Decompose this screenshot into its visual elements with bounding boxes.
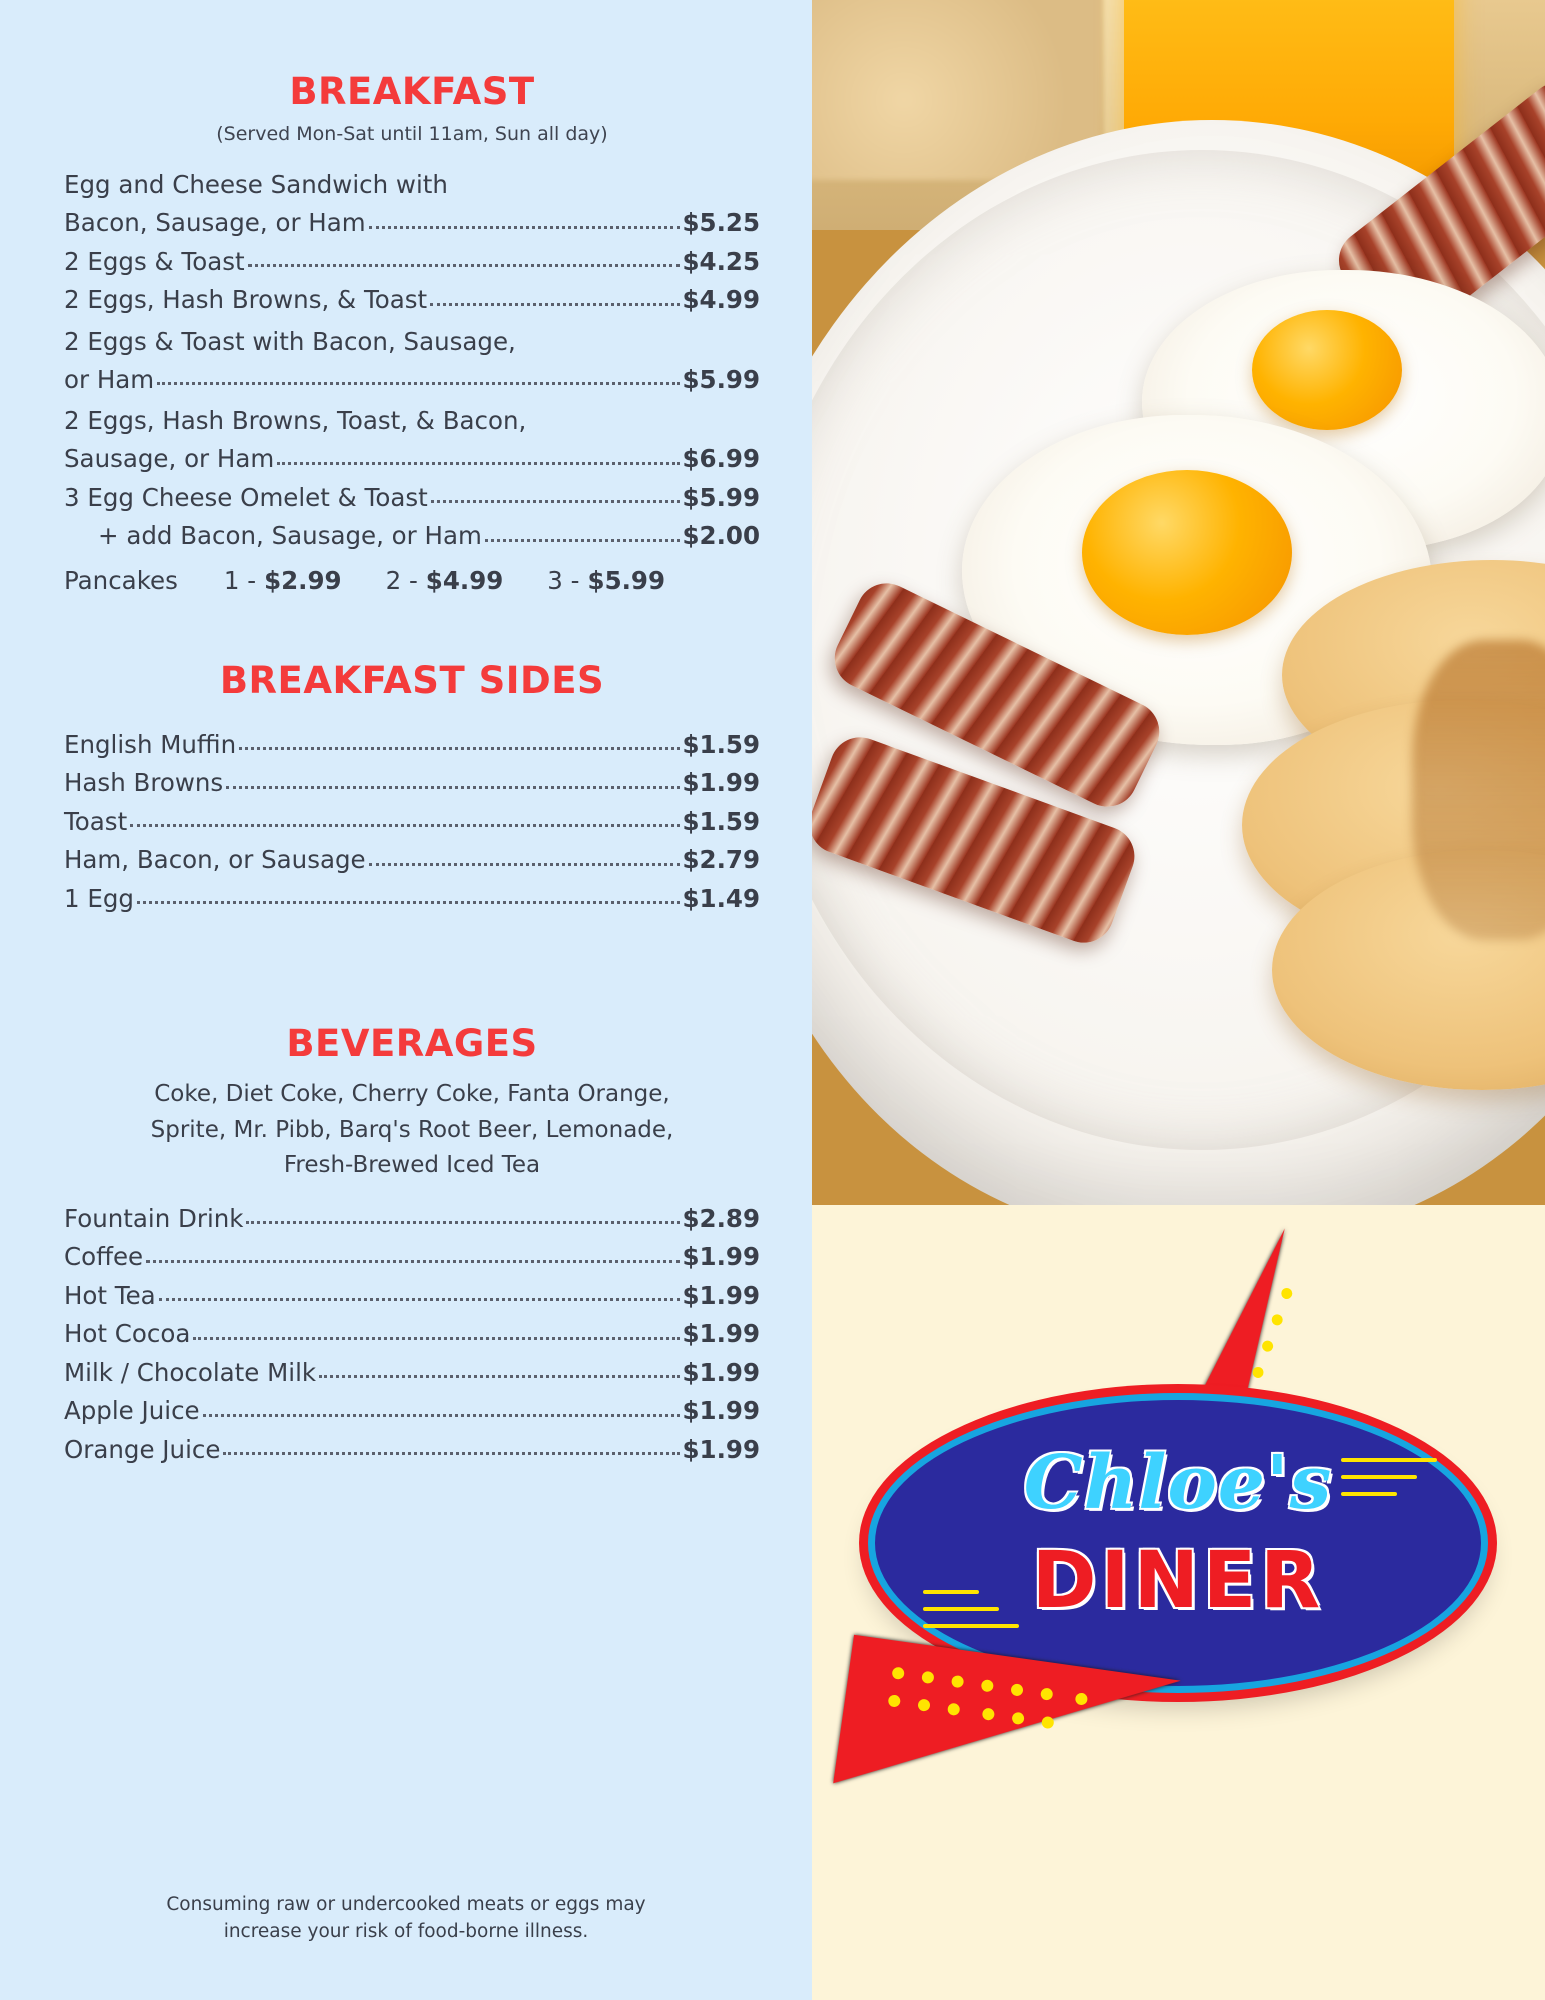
leader-dots [431, 500, 680, 503]
menu-item [64, 163, 760, 243]
leader-dots [203, 1414, 680, 1417]
menu-item [64, 880, 760, 919]
menu-item-name: 2 Eggs, Hash Browns, & Toast [64, 285, 428, 314]
breakfast-item-list [64, 163, 760, 595]
health-disclaimer [0, 1891, 812, 1947]
menu-item-name-line1: 2 Eggs & Toast with Bacon, Sausage, [64, 326, 516, 356]
menu-item [64, 1392, 760, 1431]
leader-dots [193, 1337, 679, 1340]
menu-item-name: Toast [64, 806, 128, 836]
leader-dots [369, 863, 680, 866]
leader-dots [226, 786, 679, 789]
menu-item-name: + add Bacon, Sausage, or Ham [98, 521, 482, 550]
menu-item-name: Ham, Bacon, or Sausage [64, 845, 366, 874]
leader-dots [223, 1452, 679, 1455]
menu-item-name: Milk / Chocolate Milk [64, 1357, 317, 1387]
menu-item [64, 1277, 760, 1316]
menu-item-price: $1.99 [682, 1357, 760, 1387]
diner-logo [868, 1393, 1488, 1693]
egg-yolk [1082, 470, 1292, 635]
menu-item-price: $2.00 [682, 521, 760, 550]
leader-dots [485, 539, 680, 542]
menu-item-name: Fountain Drink [64, 1203, 244, 1233]
health-disclaimer-line1: Consuming raw or undercooked meats or eggs may [166, 1893, 646, 1915]
menu-item-name: Coffee [64, 1242, 144, 1272]
beverages-section-title: BEVERAGES [286, 1022, 538, 1065]
leader-dots [246, 1221, 679, 1224]
pancakes-price-1: $2.99 [264, 565, 342, 595]
menu-item [64, 243, 760, 282]
menu-item-price: $1.99 [682, 1434, 760, 1464]
pancakes-qty-2: 2 - [385, 565, 418, 595]
leader-dots [430, 303, 679, 306]
menu-item-name: 3 Egg Cheese Omelet & Toast [64, 482, 428, 512]
beverages-description-line3: Fresh-Brewed Iced Tea [283, 1152, 541, 1179]
menu-item-price: $1.99 [682, 1280, 760, 1310]
menu-item-price: $4.99 [682, 285, 760, 314]
logo-word-diner: DINER [1031, 1536, 1325, 1626]
pancakes-qty-3: 3 - [547, 565, 580, 595]
menu-item-price: $6.99 [682, 444, 760, 473]
menu-item-price: $1.99 [682, 1242, 760, 1272]
menu-item-addon [64, 517, 760, 556]
menu-item-name-line2: Bacon, Sausage, or Ham [64, 208, 366, 237]
menu-item [64, 1238, 760, 1277]
menu-item [64, 803, 760, 842]
menu-item-name: Apple Juice [64, 1396, 200, 1426]
menu-item [64, 479, 760, 518]
lightning-bolt-bottom-icon [842, 1657, 1172, 1877]
menu-item-price: $1.59 [682, 806, 760, 836]
pancakes-qty-1: 1 - [223, 565, 257, 595]
menu-item [64, 1431, 760, 1470]
menu-item-price: $2.89 [682, 1203, 760, 1233]
leader-dots [137, 901, 680, 904]
menu-item-name: 1 Egg [64, 883, 134, 913]
menu-item-price: $1.59 [682, 729, 760, 759]
menu-item-pancakes [64, 556, 760, 595]
leader-dots [146, 1260, 679, 1263]
menu-item-name: English Muffin [64, 729, 237, 759]
breakfast-sides-section-title: BREAKFAST SIDES [219, 658, 605, 702]
menu-item-price: $1.99 [682, 1396, 760, 1426]
menu-item [64, 1200, 760, 1239]
leader-dots [277, 462, 679, 465]
menu-item-price: $4.25 [682, 246, 760, 276]
pancakes-price-2: $4.99 [425, 565, 504, 595]
leader-dots [239, 747, 679, 750]
leader-dots [319, 1375, 679, 1378]
beverages-description-line2: Sprite, Mr. Pibb, Barq's Root Beer, Lemonade, [150, 1116, 674, 1143]
menu-item [64, 281, 760, 320]
breakfast-section-title: BREAKFAST [289, 70, 535, 113]
pancakes-label: Pancakes [64, 565, 178, 595]
menu-item-name-line2: Sausage, or Ham [64, 444, 275, 473]
menu-item-name: Hot Cocoa [64, 1319, 191, 1349]
menu-item-name-line1: 2 Eggs, Hash Browns, Toast, & Bacon, [64, 406, 527, 435]
breakfast-plate-photo [812, 0, 1545, 1205]
menu-item-price: $1.49 [682, 883, 760, 913]
menu-item-price: $5.25 [682, 208, 760, 237]
leader-dots [157, 382, 679, 385]
menu-item-name-line2: or Ham [64, 364, 155, 394]
menu-item-name: Hash Browns [64, 768, 224, 797]
logo-word-chloes: Chloe's [1023, 1440, 1333, 1526]
menu-item-price: $5.99 [682, 482, 760, 512]
menu-item [64, 726, 760, 765]
leader-dots [159, 1298, 680, 1301]
logo-panel [812, 1205, 1545, 2000]
menu-item [64, 1354, 760, 1393]
menu-item [64, 764, 760, 803]
menu-item-name-line1: Egg and Cheese Sandwich with [64, 170, 448, 199]
beverages-item-list [64, 1200, 760, 1470]
menu-item [64, 841, 760, 880]
menu-item-name: 2 Eggs & Toast [64, 246, 245, 276]
leader-dots [369, 226, 680, 229]
beverages-description-line1: Coke, Diet Coke, Cherry Coke, Fanta Orange, [154, 1081, 670, 1107]
breakfast-sides-item-list [64, 726, 760, 919]
menu-item-name: Hot Tea [64, 1280, 156, 1310]
menu-item [64, 320, 760, 400]
menu-item [64, 399, 760, 479]
menu-item-price: $1.99 [682, 1319, 760, 1349]
beverages-description [74, 1077, 750, 1184]
health-disclaimer-line2: increase your risk of food-borne illness. [223, 1921, 589, 1943]
leader-dots [248, 264, 680, 267]
menu-item [64, 1315, 760, 1354]
breakfast-section-subtitle: (Served Mon-Sat until 11am, Sun all day) [216, 123, 608, 145]
egg-yolk [1252, 310, 1402, 430]
syrup-drizzle [1412, 640, 1545, 940]
menu-item-price: $5.99 [682, 364, 760, 394]
pancakes-price-3: $5.99 [587, 565, 666, 595]
leader-dots [130, 824, 679, 827]
menu-item-price: $1.99 [682, 768, 760, 797]
menu-item-name: Orange Juice [64, 1434, 221, 1464]
right-column [812, 0, 1545, 2000]
menu-item-price: $2.79 [682, 845, 760, 874]
